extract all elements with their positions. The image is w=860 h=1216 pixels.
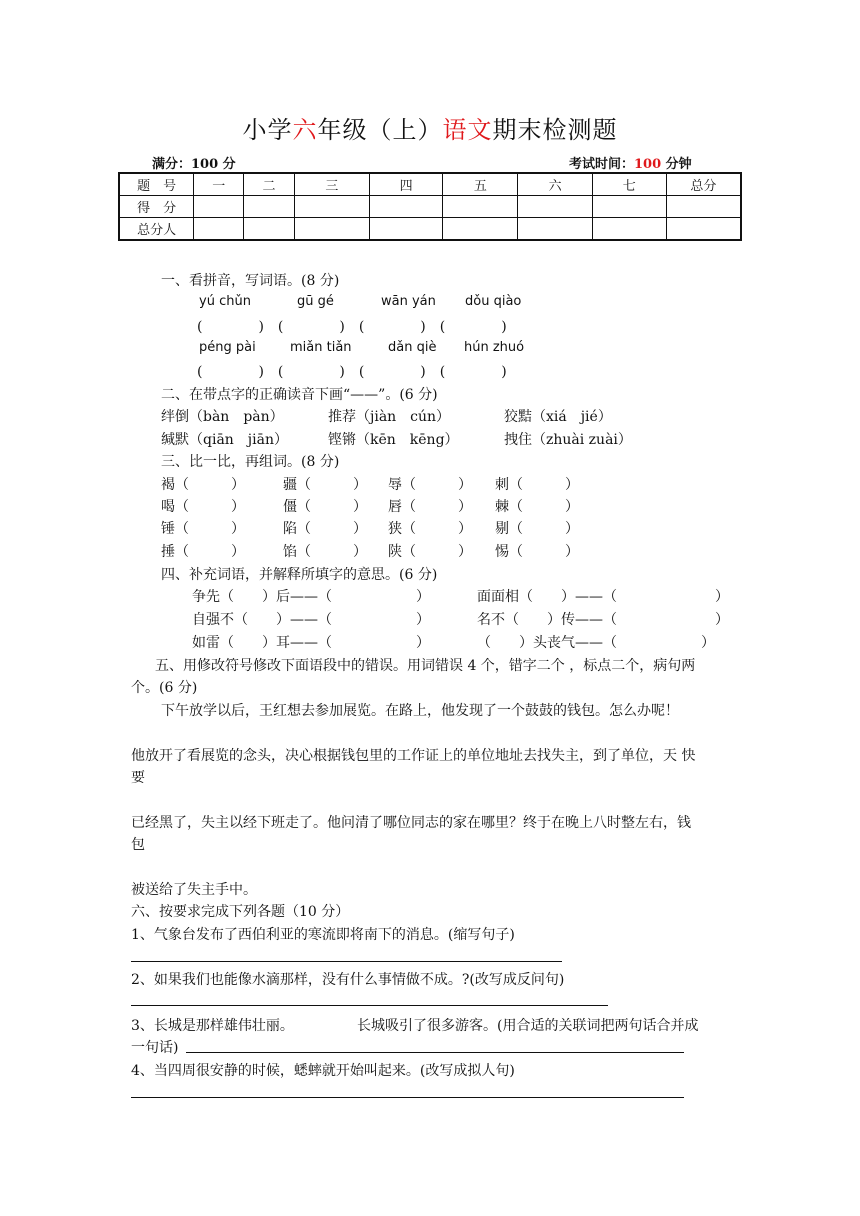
idiom-item: 如雷（ ）耳——（ ） bbox=[192, 635, 430, 651]
exam-time-label: 考试时间：100 分钟 bbox=[569, 157, 692, 172]
compare-item: 剔（ ） bbox=[495, 521, 579, 537]
full-score-label: 满分：100 分 bbox=[152, 157, 236, 172]
answer-blanks[interactable]: ( ) ( ) ( ) ( ) bbox=[197, 364, 507, 380]
answer-line[interactable] bbox=[186, 1052, 684, 1053]
score-cell[interactable] bbox=[194, 196, 244, 218]
score-cell[interactable] bbox=[244, 196, 295, 218]
idiom-item: （ ）头丧气——（ ） bbox=[477, 635, 715, 651]
compare-item: 狭（ ） bbox=[388, 521, 472, 537]
answer-line[interactable] bbox=[131, 961, 562, 962]
reading-item: 铿锵（kēn kēng） bbox=[328, 432, 459, 448]
score-cell[interactable] bbox=[443, 218, 518, 241]
table-cell: 五 bbox=[443, 173, 518, 196]
pinyin-item: dǒu qiào bbox=[465, 294, 522, 309]
score-cell[interactable] bbox=[294, 196, 369, 218]
pinyin-item: hún zhuó bbox=[464, 340, 525, 355]
score-cell[interactable] bbox=[194, 218, 244, 241]
question-3-cont: 一句话) bbox=[131, 1040, 179, 1056]
table-cell: 六 bbox=[518, 173, 593, 196]
idiom-item: 争先（ ）后——（ ） bbox=[192, 589, 430, 605]
table-cell: 二 bbox=[244, 173, 295, 196]
compare-item: 褐（ ） bbox=[161, 477, 245, 493]
section-4-heading: 四、补充词语，并解释所填字的意思。(6 分) bbox=[161, 567, 438, 583]
question-3-cont: 长城吸引了很多游客。(用合适的关联词把两句话合并成 bbox=[357, 1018, 699, 1034]
compare-item: 辱（ ） bbox=[388, 477, 472, 493]
score-cell[interactable] bbox=[666, 196, 741, 218]
compare-item: 刺（ ） bbox=[495, 477, 579, 493]
table-cell: 总分人 bbox=[119, 218, 194, 241]
compare-item: 棘（ ） bbox=[495, 499, 579, 515]
score-cell[interactable] bbox=[666, 218, 741, 241]
score-table bbox=[118, 172, 742, 241]
pinyin-item: péng pài bbox=[199, 340, 256, 355]
table-row-score bbox=[119, 196, 741, 218]
table-cell: 三 bbox=[294, 173, 369, 196]
table-cell: 一 bbox=[194, 173, 244, 196]
score-cell[interactable] bbox=[244, 218, 295, 241]
question-3: 3、长城是那样雄伟壮丽。 bbox=[131, 1018, 294, 1034]
compare-item: 惕（ ） bbox=[495, 544, 579, 560]
compare-item: 锤（ ） bbox=[161, 521, 245, 537]
answer-blanks[interactable]: ( ) ( ) ( ) ( ) bbox=[197, 319, 507, 335]
compare-item: 馅（ ） bbox=[283, 544, 367, 560]
question-1: 1、气象台发布了西伯利亚的寒流即将南下的消息。(缩写句子) bbox=[131, 927, 515, 943]
passage-line: 被送给了失主手中。 bbox=[131, 882, 257, 898]
score-cell[interactable] bbox=[592, 218, 666, 241]
compare-item: 僵（ ） bbox=[283, 499, 367, 515]
table-cell: 七 bbox=[592, 173, 666, 196]
reading-item: 推荐（jiàn cún） bbox=[328, 409, 451, 425]
section-1-heading: 一、看拼音，写词语。(8 分) bbox=[161, 273, 340, 289]
section-5-heading: 五、用修改符号修改下面语段中的错误。用词错误 4 个，错字二个 ，标点二个，病句两 bbox=[155, 658, 696, 674]
reading-item: 狡黠（xiá jié） bbox=[504, 409, 612, 425]
reading-item: 拽住（zhuài zuài） bbox=[504, 432, 632, 448]
table-cell: 题 号 bbox=[119, 173, 194, 196]
score-cell[interactable] bbox=[369, 196, 443, 218]
question-2: 2、如果我们也能像水滴那样，没有什么事情做不成。?(改写成反问句) bbox=[131, 972, 565, 988]
section-2-heading: 二、在带点字的正确读音下画“——”。(6 分) bbox=[161, 387, 438, 403]
pinyin-item: miǎn tiǎn bbox=[290, 340, 352, 355]
table-cell: 四 bbox=[369, 173, 443, 196]
pinyin-item: gū gé bbox=[297, 294, 334, 309]
section-3-heading: 三、比一比，再组词。(8 分) bbox=[161, 454, 340, 470]
question-4: 4、当四周很安静的时候，蟋蟀就开始叫起来。(改写成拟人句) bbox=[131, 1063, 515, 1079]
idiom-item: 面面相（ ）——（ ） bbox=[477, 589, 729, 605]
compare-item: 陕（ ） bbox=[388, 544, 472, 560]
score-cell[interactable] bbox=[294, 218, 369, 241]
score-cell[interactable] bbox=[592, 196, 666, 218]
compare-item: 捶（ ） bbox=[161, 544, 245, 560]
reading-item: 绊倒（bàn pàn） bbox=[161, 409, 284, 425]
compare-item: 陷（ ） bbox=[283, 521, 367, 537]
table-cell: 得 分 bbox=[119, 196, 194, 218]
passage-line: 下午放学以后，王红想去参加展览。在路上，他发现了一个鼓鼓的钱包。怎么办呢！ bbox=[161, 703, 679, 719]
score-cell[interactable] bbox=[518, 218, 593, 241]
page-title: 小学六年级（上）语文期末检测题 bbox=[242, 116, 618, 144]
compare-item: 喝（ ） bbox=[161, 499, 245, 515]
score-cell[interactable] bbox=[369, 218, 443, 241]
score-cell[interactable] bbox=[443, 196, 518, 218]
pinyin-item: yú chǔn bbox=[199, 294, 251, 309]
section-6-heading: 六、按要求完成下列各题（10 分） bbox=[131, 904, 350, 920]
passage-line: 要 bbox=[131, 770, 145, 786]
pinyin-item: wān yán bbox=[381, 294, 436, 309]
answer-line[interactable] bbox=[131, 1097, 684, 1098]
table-header-row bbox=[119, 173, 741, 196]
table-cell: 总分 bbox=[666, 173, 741, 196]
table-row-grader bbox=[119, 218, 741, 241]
pinyin-item: dǎn qiè bbox=[388, 340, 437, 355]
score-cell[interactable] bbox=[518, 196, 593, 218]
idiom-item: 自强不（ ）——（ ） bbox=[192, 612, 430, 628]
compare-item: 唇（ ） bbox=[388, 499, 472, 515]
compare-item: 疆（ ） bbox=[283, 477, 367, 493]
passage-line: 包 bbox=[131, 837, 145, 853]
reading-item: 缄默（qiān jiān） bbox=[161, 432, 288, 448]
answer-line[interactable] bbox=[131, 1005, 608, 1006]
passage-line: 他放开了看展览的念头，决心根据钱包里的工作证上的单位地址去找失主，到了单位，天 快 bbox=[131, 748, 696, 764]
passage-line: 已经黑了，失主以经下班走了。他问清了哪位同志的家在哪里？终于在晚上八时整左右，钱 bbox=[131, 815, 691, 831]
section-5-heading-cont: 个。(6 分) bbox=[131, 680, 198, 696]
idiom-item: 名不（ ）传——（ ） bbox=[477, 612, 729, 628]
